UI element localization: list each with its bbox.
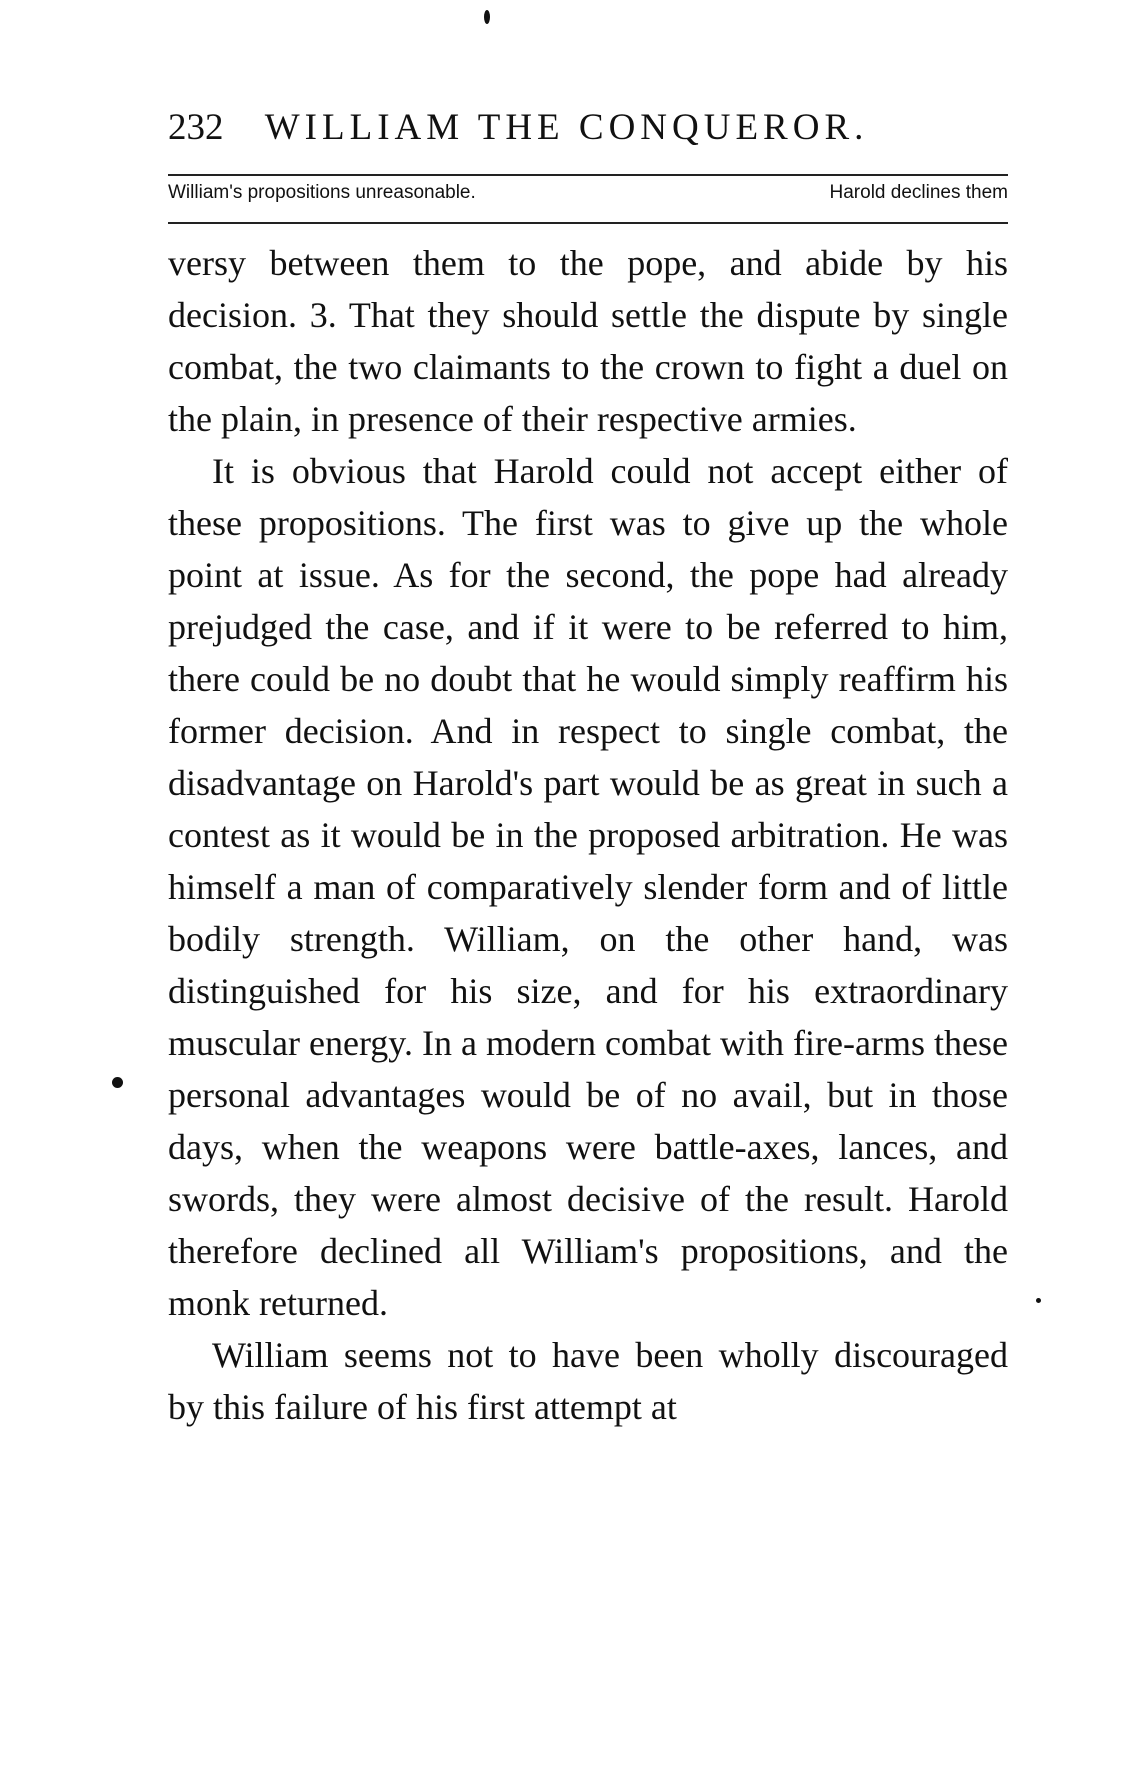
body-text — [168, 237, 1008, 1433]
running-head — [168, 106, 908, 149]
header-rule-bottom — [168, 222, 1008, 224]
page-number: 232 — [168, 107, 224, 148]
ink-speck-top — [484, 10, 490, 24]
marginal-subheads — [168, 182, 1008, 204]
subhead-right: Harold declines them — [829, 182, 1008, 203]
paragraph-2: It is obvious that Harold could not accept either of these propositions. The first was to give up the whole point at issue. As for the second, the pope had already prejudged the case, and if it were to be referred to him, there could be no doubt that he would simply reaffirm his former decision. And in respect to single combat, the disadvantage on Harold's part would be as great in such a contest as it would be in the proposed arbitration. He was himself a man of comparatively slender form and of little bodily strength. William, on the other hand, was distinguished for his size, and for his extraordinary muscular energy. In a modern combat with fire-arms these personal advantages would be of no avail, but in those days, when the weapons were battle-axes, lances, and swords, they were almost decisive of the result. Harold therefore declined all William's propositions, and the monk returned. — [168, 451, 1008, 1323]
paragraph-1: versy between them to the pope, and abide by his decision. 3. That they should settle the dispute by single combat, the two claimants to the crown to fight a duel on the plain, in presence of their respective armies. — [168, 243, 1008, 439]
header-rule-top — [168, 174, 1008, 176]
book-title: WILLIAM THE CONQUEROR. — [264, 107, 869, 148]
subhead-left: William's propositions unreasonable. — [168, 182, 476, 203]
ink-dot-left-margin — [112, 1077, 123, 1088]
ink-dot-right-margin — [1036, 1298, 1041, 1303]
paragraph-3: William seems not to have been wholly discouraged by this failure of his first attempt at — [168, 1335, 1008, 1427]
